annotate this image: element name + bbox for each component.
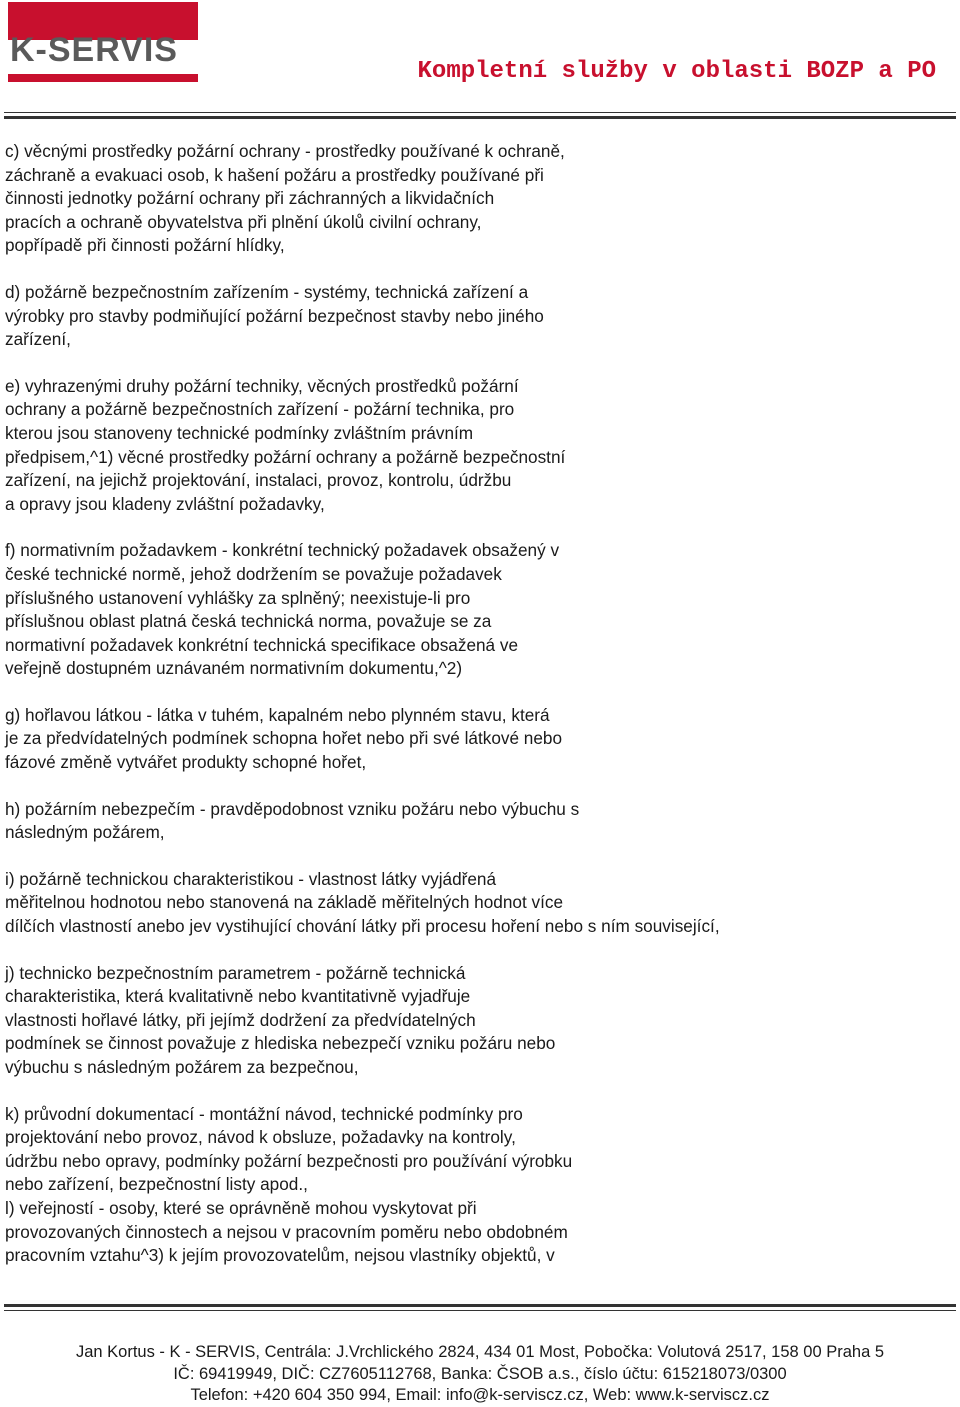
definition-c: c) věcnými prostředky požární ochrany - prostředky používané k ochraně, záchraně a evakuaci osob, k hašení požáru a prostředky používané při činnosti jednotky požární ochrany při záchranných a likvidačních pracích a ochraně obyvatelstva při plnění úkolů civilní ochrany, popřípadě při činnosti požární hlídky,	[5, 141, 565, 256]
definition-j: j) technicko bezpečnostním parametrem - požárně technická charakteristika, která kvalitativně nebo kvantitativně vyjadřuje vlastnosti hořlavé látky, při jejímž dodržení za předvídatelných podmínek se činnost považuje z hlediska nebezpečí vzniku požáru nebo výbuchu s následným požárem za bezpečnou,	[5, 962, 556, 1077]
footer	[0, 1342, 960, 1407]
header-rule-thin	[4, 112, 956, 113]
definition-g: g) hořlavou látkou - látka v tuhém, kapalném nebo plynném stavu, která je za předvídatelných podmínek schopna hořet nebo při své látkové nebo fázové změně vytvářet produkty schopné hořet,	[5, 704, 563, 773]
logo-red-underline	[8, 74, 198, 82]
footer-address: Jan Kortus - K - SERVIS, Centrála: J.Vrchlického 2824, 434 01 Most, Pobočka: Volutová 2517, 158 00 Praha 5	[75, 1343, 885, 1361]
definition-f: f) normativním požadavkem - konkrétní technický požadavek obsažený v české technické normě, jehož dodržením se považuje požadavek příslušného ustanovení vyhlášky za splněný; neexistuje-li pro příslušnou oblast platná česká technická norma, považuje se za normativní požadavek konkrétní technická specifikace obsažená ve veřejně dostupném uznávaném normativním dokumentu,^2)	[5, 540, 560, 679]
footer-company-ids: IČ: 69419949, DIČ: CZ7605112768, Banka: ČSOB a.s., číslo účtu: 615218073/0300	[173, 1364, 787, 1383]
footer-contact: Telefon: +420 604 350 994, Email: info@k-serviscz.cz, Web: www.k-serviscz.cz	[190, 1386, 770, 1404]
header-tagline: Kompletní služby v oblasti BOZP a PO	[417, 58, 936, 85]
footer-rule-thin	[4, 1310, 956, 1311]
document-body	[5, 140, 945, 1268]
definition-i: i) požárně technickou charakteristikou - vlastnost látky vyjádřená měřitelnou hodnotou nebo stanovená na základě měřitelných hodnot více dílčích vlastností anebo jev vystihující chování látky při procesu hoření nebo s ním související,	[5, 868, 720, 937]
logo-text: K-SERVIS	[10, 31, 178, 69]
definition-l: l) veřejností - osoby, které se oprávněně mohou vyskytovat při provozovaných činnostech a nejsou v pracovním poměru nebo obdobném pracovním vztahu^3) k jejím provozovatelům, nejsou vlastníky objektů, v	[5, 1197, 568, 1266]
definition-d: d) požárně bezpečnostním zařízením - systémy, technická zařízení a výrobky pro stavby podmiňující požární bezpečnost stavby nebo jiného zařízení,	[5, 281, 544, 350]
footer-rule-thick	[4, 1304, 956, 1307]
definition-e: e) vyhrazenými druhy požární techniky, věcných prostředků požární ochrany a požárně bezpečnostních zařízení - požární technika, pro kterou jsou stanoveny technické podmínky zvláštním právním předpisem,^1) věcné prostředky požární ochrany a požárně bezpečnostní zařízení, na jejichž projektování, instalaci, provoz, kontrolu, údržbu a opravy jsou kladeny zvláštní požadavky,	[5, 375, 566, 514]
company-logo	[8, 2, 198, 84]
definition-k: k) průvodní dokumentací - montážní návod, technické podmínky pro projektování nebo provoz, návod k obsluze, požadavky na kontroly, údržbu nebo opravy, podmínky požární bezpečnosti pro používání výrobku nebo zařízení, bezpečnostní listy apod.,	[5, 1103, 573, 1195]
definition-h: h) požárním nebezpečím - pravděpodobnost vzniku požáru nebo výbuchu s následným požárem,	[5, 798, 580, 843]
header-rule-thick	[4, 116, 956, 119]
